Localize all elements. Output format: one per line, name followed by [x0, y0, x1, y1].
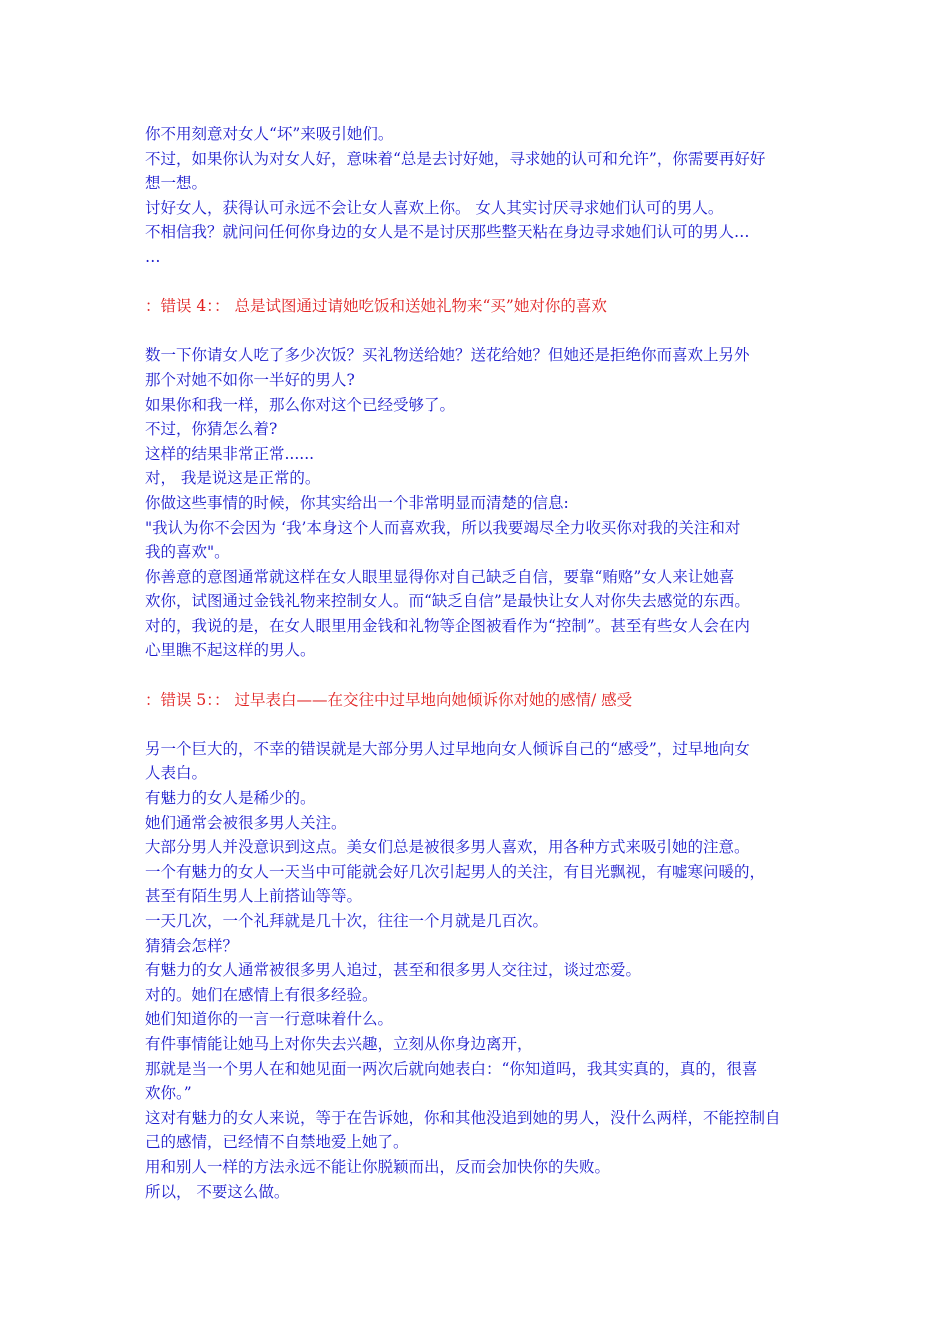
- paragraph-line: 我的喜欢"。: [145, 543, 230, 562]
- paragraph-line: 这样的结果非常正常......: [145, 444, 315, 463]
- paragraph-line: 有件事情能让她马上对你失去兴趣，立刻从你身边离开，: [145, 1034, 533, 1053]
- paragraph-line: 不相信我？就问问任何你身边的女人是不是讨厌那些整天粘在身边寻求她们认可的男人…: [145, 223, 750, 242]
- paragraph-line: 用和别人一样的方法永远不能让你脱颖而出，反而会加快你的失败。: [145, 1157, 611, 1176]
- paragraph-line: …: [145, 247, 161, 266]
- paragraph-line: 你善意的意图通常就这样在女人眼里显得你对自己缺乏自信，要靠“贿赂”女人来让她喜: [145, 567, 735, 586]
- paragraph-line: 所以， 不要这么做。: [145, 1182, 290, 1201]
- paragraph-line: 不过，如果你认为对女人好，意味着“总是去讨好她，寻求她的认可和允许”，你需要再好好: [145, 149, 766, 168]
- paragraph-line: 她们通常会被很多男人关注。: [145, 813, 347, 832]
- paragraph-line: 一个有魅力的女人一天当中可能就会好几次引起男人的关注，有目光飘视，有嘘寒问暖的，: [145, 862, 766, 881]
- paragraph-line: 你不用刻意对女人“坏”来吸引她们。: [145, 125, 394, 143]
- mistake-5-heading: ：错误 5：： 过早表白——在交往中过早地向她倾诉你对她的感情/ 感受: [145, 690, 633, 709]
- paragraph-line: 对的。她们在感情上有很多经验。: [145, 985, 378, 1004]
- paragraph-line: 大部分男人并没意识到这点。美女们总是被很多男人喜欢，用各种方式来吸引她的注意。: [145, 838, 750, 857]
- paragraph-line: 那个对她不如你一半好的男人?: [145, 370, 355, 389]
- paragraph-line: 有魅力的女人通常被很多男人追过，甚至和很多男人交往过，谈过恋爱。: [145, 961, 642, 980]
- paragraph-line: 你做这些事情的时候，你其实给出一个非常明显而清楚的信息:: [145, 493, 569, 512]
- paragraph-line: 猜猜会怎样？: [145, 936, 239, 955]
- intro-section: [145, 122, 815, 270]
- paragraph-line: 不过，你猜怎么着?: [145, 420, 278, 439]
- paragraph-line: 想一想。: [145, 174, 208, 193]
- paragraph-line: 对的，我说的是，在女人眼里用金钱和礼物等企图被看作为“控制”。甚至有些女人会在内: [145, 616, 750, 635]
- paragraph-line: 欢你，试图通过金钱礼物来控制女人。而“缺乏自信”是最快让女人对你失去感觉的东西。: [145, 592, 750, 611]
- paragraph-line: 心里瞧不起这样的男人。: [145, 641, 316, 660]
- paragraph-line: 数一下你请女人吃了多少次饭？买礼物送给她？送花给她？但她还是拒绝你而喜欢上另外: [145, 346, 750, 365]
- paragraph-line: 己的感情，已经情不自禁地爱上她了。: [145, 1133, 409, 1152]
- paragraph-line: 欢你。”: [145, 1084, 192, 1103]
- paragraph-line: 如果你和我一样，那么你对这个已经受够了。: [145, 395, 456, 414]
- paragraph-line: 甚至有陌生男人上前搭讪等等。: [145, 887, 363, 906]
- document-body: [145, 122, 815, 1204]
- paragraph-line: 有魅力的女人是稀少的。: [145, 789, 316, 808]
- paragraph-line: 一天几次，一个礼拜就是几十次，往往一个月就是几百次。: [145, 912, 549, 930]
- paragraph-line: 讨好女人，获得认可永远不会让女人喜欢上你。 女人其实讨厌寻求她们认可的男人。: [145, 198, 724, 217]
- mistake-4-section: [145, 343, 815, 663]
- paragraph-line: 人表白。: [145, 764, 208, 783]
- paragraph-line: 这对有魅力的女人来说，等于在告诉她，你和其他没追到她的男人，没什么两样，不能控制自: [145, 1108, 781, 1127]
- mistake-4-heading: ：错误 4：： 总是试图通过请她吃饭和送她礼物来“买”她对你的喜欢: [145, 297, 607, 316]
- paragraph-line: 对， 我是说这是正常的。: [145, 469, 321, 488]
- paragraph-line: 那就是当一个男人在和她见面一两次后就向她表白：“你知道吗，我其实真的，真的，很喜: [145, 1059, 758, 1078]
- paragraph-line: 她们知道你的一言一行意味着什么。: [145, 1010, 394, 1029]
- mistake-5-section: [145, 737, 815, 1204]
- paragraph-line: "我认为你不会因为 ‘我’本身这个人而喜欢我，所以我要竭尽全力收买你对我的关注和对: [145, 518, 741, 537]
- paragraph-line: 另一个巨大的，不幸的错误就是大部分男人过早地向女人倾诉自己的“感受”，过早地向女: [145, 739, 750, 758]
